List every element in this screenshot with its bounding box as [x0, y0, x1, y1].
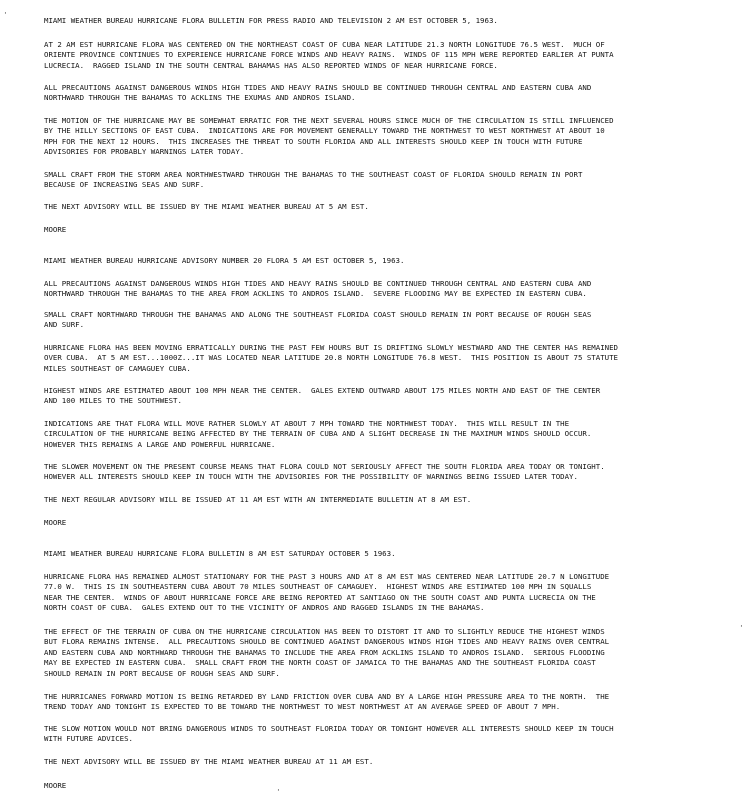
bulletin-2-signature: MOORE: [44, 781, 67, 790]
advisory-20-paragraph: THE SLOWER MOVEMENT ON THE PRESENT COURSE MEANS THAT FLORA COULD NOT SERIOUSLY AFFECT THE SOUTH FLORIDA AREA TODAY OR TONIGHT. HOWEVER ALL INTERESTS SHOULD KEEP IN TOUCH WITH THE ADVISORIES FOR THE POSSIBILITY OF WARNINGS BEING ISSUED LATER TODAY.: [44, 462, 605, 482]
advisory-20-paragraph: INDICATIONS ARE THAT FLORA WILL MOVE RATHER SLOWLY AT ABOUT 7 MPH TOWARD THE NORTHWEST TODAY. THIS WILL RESULT IN THE CIRCULATION OF THE HURRICANE BEING AFFECTED BY THE TERRAIN OF CUBA AND A SLIGHT DECREASE IN THE MAXIMUM WINDS SHOULD OCCUR. HOWEVER THIS REMAINS A LARGE AND POWERFUL HURRICANE.: [44, 419, 592, 449]
bulletin-1-paragraph: THE NEXT ADVISORY WILL BE ISSUED BY THE MIAMI WEATHER BUREAU AT 5 AM EST.: [44, 202, 369, 211]
scan-speck: ·: [740, 622, 743, 632]
advisory-20-signature: MOORE: [44, 518, 67, 527]
bulletin-1-signature: MOORE: [44, 225, 67, 234]
advisory-20-header: MIAMI WEATHER BUREAU HURRICANE ADVISORY NUMBER 20 FLORA 5 AM EST OCTOBER 5, 1963.: [44, 256, 405, 265]
scan-speck: ·: [4, 9, 7, 19]
bulletin-1-header: MIAMI WEATHER BUREAU HURRICANE FLORA BULLETIN FOR PRESS RADIO AND TELEVISION 2 AM EST OCTOBER 5, 1963.: [44, 16, 498, 25]
scan-speck: ·: [277, 786, 280, 796]
bulletin-2-paragraph: HURRICANE FLORA HAS REMAINED ALMOST STATIONARY FOR THE PAST 3 HOURS AND AT 8 AM EST WAS CENTERED NEAR LATITUDE 20.7 N LONGITUDE 77.0 W. THIS IS IN SOUTHEASTERN CUBA ABOUT 70 MILES SOUTHEAST OF CAMAGUEY. HIGHEST WINDS ARE ESTIMATED 100 MPH IN SQUALLS NEAR THE CENTER. WINDS OF ABOUT HURRICANE FORCE ARE BEING REPORTED AT SANTIAGO ON THE SOUTH COAST AND PUNTA LUCRECIA ON THE NORTH COAST OF CUBA. GALES EXTEND OUT TO THE VICINITY OF ANDROS AND RAGGED ISLANDS IN THE BAHAMAS.: [44, 572, 610, 613]
advisory-20-paragraph: SMALL CRAFT NORTHWARD THROUGH THE BAHAMAS AND ALONG THE SOUTHEAST FLORIDA COAST SHOULD REMAIN IN PORT BECAUSE OF ROUGH SEAS AND SURF.: [44, 310, 592, 330]
bulletin-2-paragraph: THE NEXT ADVISORY WILL BE ISSUED BY THE MIAMI WEATHER BUREAU AT 11 AM EST.: [44, 757, 374, 766]
advisory-20-paragraph: THE NEXT REGULAR ADVISORY WILL BE ISSUED AT 11 AM EST WITH AN INTERMEDIATE BULLETIN AT 8 AM EST.: [44, 495, 472, 504]
advisory-20-paragraph: HURRICANE FLORA HAS BEEN MOVING ERRATICALLY DURING THE PAST FEW HOURS BUT IS DRIFTING SLOWLY WESTWARD AND THE CENTER HAS REMAINED OVER CUBA. AT 5 AM EST...1000Z...IT WAS LOCATED NEAR LATITUDE 20.8 NORTH LONGITUDE 76.8 WEST. THIS POSITION IS ABOUT 75 STATUTE MILES SOUTHEAST OF CAMAGUEY CUBA.: [44, 343, 618, 373]
advisory-20-paragraph: ALL PRECAUTIONS AGAINST DANGEROUS WINDS HIGH TIDES AND HEAVY RAINS SHOULD BE CONTINUED THROUGH CENTRAL AND EASTERN CUBA AND NORTHWARD THROUGH THE BAHAMAS TO THE AREA FROM ACKLINS TO ANDROS ISLAND. SEVERE FLOODING MAY BE EXPECTED IN EASTERN CUBA.: [44, 279, 592, 299]
bulletin-1-paragraph: ALL PRECAUTIONS AGAINST DANGEROUS WINDS HIGH TIDES AND HEAVY RAINS SHOULD BE CONTINUED THROUGH CENTRAL AND EASTERN CUBA AND NORTHWARD THROUGH THE BAHAMAS TO ACKLINS THE EXUMAS AND ANDROS ISLAND.: [44, 83, 592, 103]
bulletin-2-paragraph: THE EFFECT OF THE TERRAIN OF CUBA ON THE HURRICANE CIRCULATION HAS BEEN TO DISTORT IT AND TO SLIGHTLY REDUCE THE HIGHEST WINDS BUT FLORA REMAINS INTENSE. ALL PRECAUTIONS SHOULD BE CONTINUED AGAINST DANGEROUS WINDS HIGH TIDES AND HEAVY RAINS OVER CENTRAL AND EASTERN CUBA AND NORTHWARD THROUGH THE BAHAMAS TO INCLUDE THE AREA FROM ACKLINS ISLAND TO ANDROS ISLAND. SERIOUS FLOODING MAY BE EXPECTED IN EASTERN CUBA. SMALL CRAFT FROM THE NORTH COAST OF JAMAICA TO THE BAHAMAS AND THE SOUTHEAST FLORIDA COAST SHOULD REMAIN IN PORT BECAUSE OF ROUGH SEAS AND SURF.: [44, 627, 610, 678]
bulletin-2-paragraph: THE HURRICANES FORWARD MOTION IS BEING RETARDED BY LAND FRICTION OVER CUBA AND BY A LARGE HIGH PRESSURE AREA TO THE NORTH. THE TREND TODAY AND TONIGHT IS EXPECTED TO BE TOWARD THE NORTHWEST TO WEST NORTHWEST AT AN AVERAGE SPEED OF ABOUT 7 MPH.: [44, 692, 610, 712]
bulletin-1-paragraph: AT 2 AM EST HURRICANE FLORA WAS CENTERED ON THE NORTHEAST COAST OF CUBA NEAR LATITUDE 21.3 NORTH LONGITUDE 76.5 WEST. MUCH OF ORIENTE PROVINCE CONTINUES TO EXPERIENCE HURRICANE FORCE WINDS AND HEAVY RAINS. WINDS OF 115 MPH WERE REPORTED EARLIER AT PUNTA LUCRECIA. RAGGED ISLAND IN THE SOUTH CENTRAL BAHAMAS HAS ALSO REPORTED WINDS OF NEAR HURRICANE FORCE.: [44, 40, 614, 70]
bulletin-2-header: MIAMI WEATHER BUREAU HURRICANE FLORA BULLETIN 8 AM EST SATURDAY OCTOBER 5 1963.: [44, 549, 396, 558]
bulletin-1-paragraph: THE MOTION OF THE HURRICANE MAY BE SOMEWHAT ERRATIC FOR THE NEXT SEVERAL HOURS SINCE MUCH OF THE CIRCULATION IS STILL INFLUENCED BY THE HILLY SECTIONS OF EAST CUBA. INDICATIONS ARE FOR MOVEMENT GENERALLY TOWARD THE NORTHWEST TO WEST NORTHWEST AT ABOUT 10 MPH FOR THE NEXT 12 HOURS. THIS INCREASES THE THREAT TO SOUTH FLORIDA AND ALL INTERESTS SHOULD KEEP IN TOUCH WITH FUTURE ADVISORIES FOR PROBABLY WARNINGS LATER TODAY.: [44, 116, 614, 157]
bulletin-1-paragraph: SMALL CRAFT FROM THE STORM AREA NORTHWESTWARD THROUGH THE BAHAMAS TO THE SOUTHEAST COAST OF FLORIDA SHOULD REMAIN IN PORT BECAUSE OF INCREASING SEAS AND SURF.: [44, 170, 583, 190]
bulletin-2-paragraph: THE SLOW MOTION WOULD NOT BRING DANGEROUS WINDS TO SOUTHEAST FLORIDA TODAY OR TONIGHT HOWEVER ALL INTERESTS SHOULD KEEP IN TOUCH WITH FUTURE ADVICES.: [44, 724, 614, 744]
advisory-20-paragraph: HIGHEST WINDS ARE ESTIMATED ABOUT 100 MPH NEAR THE CENTER. GALES EXTEND OUTWARD ABOUT 175 MILES NORTH AND EAST OF THE CENTER AND 100 MILES TO THE SOUTHWEST.: [44, 386, 601, 406]
